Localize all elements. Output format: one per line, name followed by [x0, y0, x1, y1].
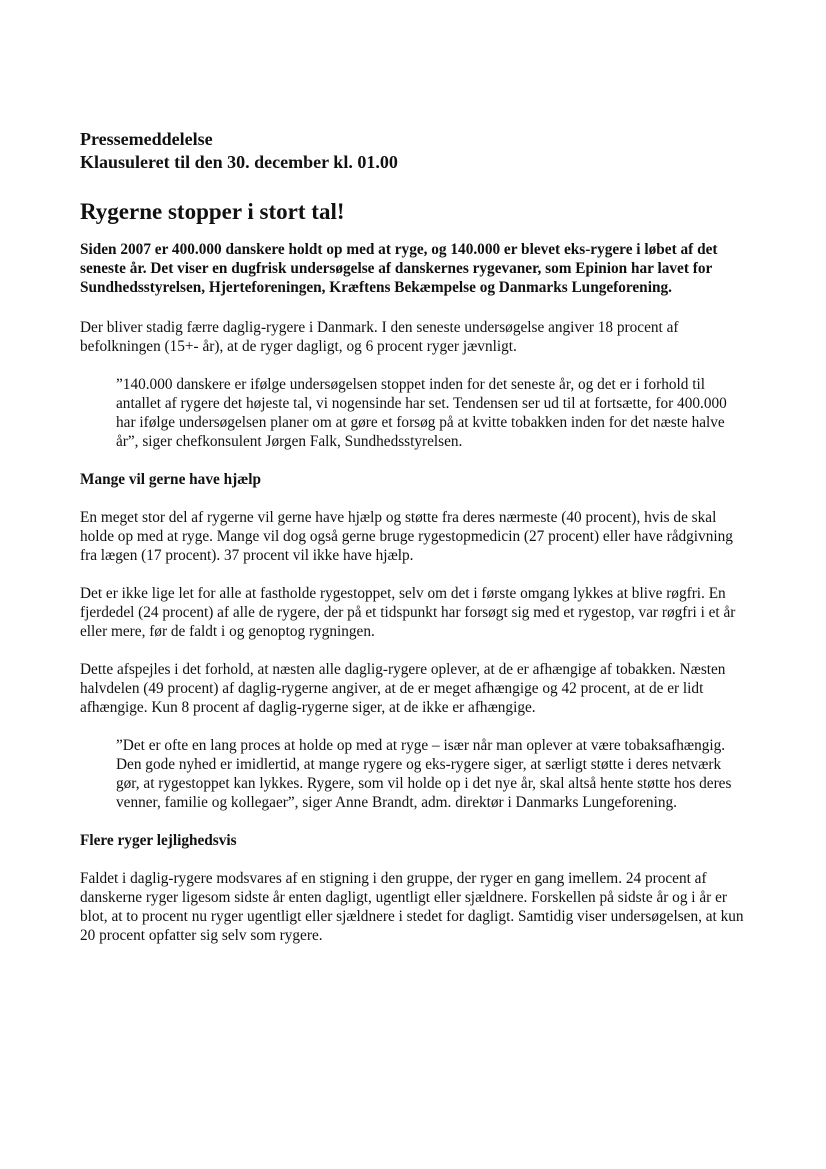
body-paragraph-3: Det er ikke lige let for alle at fastholde rygestoppet, selv om det i første omgang lykkes at blive røgfri. En fjerdedel (24 procent) af alle de rygere, der på et tidspunkt har forsøgt sig med et rygestop, var røgfri i et år eller mere, før de faldt i og genoptog rygningen. — [80, 585, 736, 640]
document-type-label: Pressemeddelelse — [80, 129, 213, 149]
body-paragraph-1: Der bliver stadig færre daglig-rygere i Danmark. I den seneste undersøgelse angiver 18 procent af befolkningen (15+- år), at de ryger dagligt, og 6 procent ryger jævnligt. — [80, 319, 679, 355]
body-paragraph-4: Dette afspejles i det forhold, at næsten alle daglig-rygere oplever, at de er afhængige af tobakken. Næsten halvdelen (49 procent) af daglig-rygerne angiver, at de er meget afhængige og 42 procent, at de er lidt afhængige. Kun 8 procent af daglig-rygerne siger, at de ikke er afhængige. — [80, 661, 726, 716]
press-release-page — [80, 128, 748, 964]
quote-brandt: ”Det er ofte en lang proces at holde op med at ryge – især når man oplever at være tobaksafhængig. Den gode nyhed er imidlertid, at mange rygere og eks-rygere siger, at særligt støtte i deres netværk gør, at rygestoppet kan lykkes. Rygere, som vil holde op i det nye år, skal altså hente støtte hos deres venner, familie og kollegaer”, siger Anne Brandt, adm. direktør i Danmarks Lungeforening. — [116, 737, 732, 811]
body-paragraph-2: En meget stor del af rygerne vil gerne have hjælp og støtte fra deres nærmeste (40 procent), hvis de skal holde op med at ryge. Mange vil dog også gerne bruge rygestopmedicin (27 procent) eller have rådgivning fra lægen (17 procent). 37 procent vil ikke have hjælp. — [80, 509, 733, 564]
embargo-line: Klausuleret til den 30. december kl. 01.00 — [80, 152, 398, 172]
subheading-occasional: Flere ryger lejlighedsvis — [80, 832, 237, 849]
body-paragraph-5: Faldet i daglig-rygere modsvares af en stigning i den gruppe, der ryger en gang imellem. 24 procent af danskerne ryger ligesom sidste år enten dagligt, ugentligt eller sjældnere. Forskellen på sidste år og i år er blot, at to procent nu ryger ugentligt eller sjældnere i stedet for dagligt. Samtidig viser undersøgelsen, at kun 20 procent opfatter sig selv som rygere. — [80, 870, 744, 944]
headline: Rygerne stopper i stort tal! — [80, 199, 345, 224]
quote-falk: ”140.000 danskere er ifølge undersøgelsen stoppet inden for det seneste år, og det er i forhold til antallet af rygere det højeste tal, vi nogensinde har set. Tendensen ser ud til at fortsætte, for 400.000 har ifølge undersøgelsen planer om at gøre et forsøg på at kvitte tobakken inden for det næste halve år”, siger chefkonsulent Jørgen Falk, Sundhedsstyrelsen. — [116, 376, 727, 450]
subheading-help: Mange vil gerne have hjælp — [80, 471, 262, 488]
lead-paragraph: Siden 2007 er 400.000 danskere holdt op med at ryge, og 140.000 er blevet eks-rygere i løbet af det seneste år. Det viser en dugfrisk undersøgelse af danskernes rygevaner, som Epinion har lavet for Sundhedsstyrelsen, Hjerteforeningen, Kræftens Bekæmpelse og Danmarks Lungeforening. — [80, 241, 718, 296]
